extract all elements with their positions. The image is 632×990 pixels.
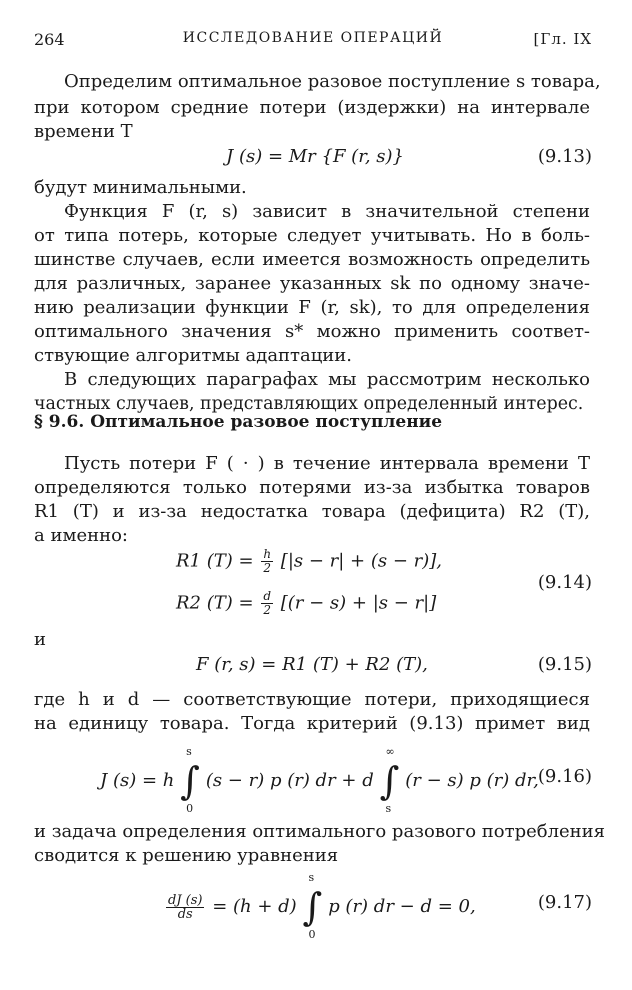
fraction xyxy=(261,590,273,617)
text-line: оптимального значения s* можно применить соответ- xyxy=(34,321,590,342)
text-line: при котором средние потери (издержки) на интервале xyxy=(34,97,590,118)
text-line: частных случаев, представляющих определенный интерес. xyxy=(34,394,584,414)
integral-lower-limit: s xyxy=(385,802,392,815)
section-heading: § 9.6. Оптимальное разовое поступление xyxy=(34,412,443,432)
text-line: для различных, заранее указанных sk по одному значе- xyxy=(34,273,590,294)
chapter-ref: [Гл. IX xyxy=(533,30,592,48)
text-line: а именно: xyxy=(34,525,128,546)
denominator: 2 xyxy=(263,561,272,575)
equation-9-14-row1 xyxy=(176,548,442,575)
integral-sign: ∫ s 0 xyxy=(302,871,323,941)
integral-lower-limit: 0 xyxy=(308,928,316,941)
text-line: Функция F (r, s) зависит в значительной степени xyxy=(64,201,590,222)
text-line: нию реализации функции F (r, sk), то для определения xyxy=(34,297,590,318)
equation-number: (9.15) xyxy=(537,654,592,675)
text-line: В следующих параграфах мы рассмотрим несколько xyxy=(64,369,590,390)
eq-term: R1 (T) = xyxy=(176,550,254,572)
denominator: ds xyxy=(177,906,193,922)
text-line: времени T xyxy=(34,121,133,142)
eq-term: J (s) = h xyxy=(100,770,175,791)
integral-sign: ∫ ∞ s xyxy=(379,745,400,815)
eq-term: (r − s) p (r) dr, xyxy=(405,770,539,791)
integral-sign: ∫ s 0 xyxy=(180,745,200,815)
text-line: Пусть потери F ( · ) в течение интервала времени T xyxy=(64,453,590,474)
equation-9-17 xyxy=(164,871,476,941)
text-line: шинстве случаев, если имеется возможность определить xyxy=(34,249,590,270)
text-line: от типа потерь, которые следует учитывать. Но в боль- xyxy=(34,225,590,246)
text-line: и задача определения оптимального разового потребления xyxy=(34,821,606,842)
equation-number: (9.13) xyxy=(537,146,592,167)
page-number: 264 xyxy=(34,30,65,49)
equation-9-14-row2 xyxy=(176,590,436,617)
integral-upper-limit: s xyxy=(186,745,192,758)
text-line: сводится к решению уравнения xyxy=(34,845,339,866)
text-line: будут минимальными. xyxy=(34,177,247,198)
integral-upper-limit: ∞ xyxy=(385,745,395,758)
running-title: ИССЛЕДОВАНИЕ ОПЕРАЦИЙ xyxy=(182,30,444,46)
equation-number: (9.17) xyxy=(537,892,592,913)
equation-number: (9.16) xyxy=(537,766,592,787)
text-line: и xyxy=(34,629,46,650)
eq-term: p (r) dr − d = 0, xyxy=(328,896,476,917)
running-header xyxy=(34,30,592,54)
integral-upper-limit: s xyxy=(308,871,315,884)
equation-9-15: F (r, s) = R1 (T) + R2 (T), xyxy=(196,654,428,675)
text-line: ствующие алгоритмы адаптации. xyxy=(34,345,353,366)
fraction xyxy=(261,548,273,575)
eq-term: R2 (T) = xyxy=(176,592,254,614)
integral-lower-limit: 0 xyxy=(186,802,194,815)
text-line: определяются только потерями из-за избытка товаров xyxy=(34,477,590,498)
eq-term: = (h + d) xyxy=(212,896,297,917)
denominator: 2 xyxy=(263,603,271,617)
numerator: dJ (s) xyxy=(168,892,203,908)
text-line: Определим оптимальное разовое поступление s товара, xyxy=(64,71,601,92)
text-line: где h и d — соответствующие потери, приходящиеся xyxy=(34,689,590,710)
text-line: на единицу товара. Тогда критерий (9.13) примет вид xyxy=(34,713,590,734)
eq-term: [|s − r| + (s − r)], xyxy=(280,550,442,572)
equation-number: (9.14) xyxy=(537,572,592,593)
equation-9-13: J (s) = Mr {F (r, s)} xyxy=(226,146,404,167)
numerator: d xyxy=(263,589,272,603)
text-line: R1 (T) и из-за недостатка товара (дефицита) R2 (T), xyxy=(34,501,590,522)
numerator: h xyxy=(263,547,272,561)
eq-term: [(r − s) + |s − r|] xyxy=(280,592,437,614)
equation-9-16 xyxy=(100,745,539,815)
eq-term: (s − r) p (r) dr + d xyxy=(205,770,374,791)
fraction xyxy=(166,894,204,921)
